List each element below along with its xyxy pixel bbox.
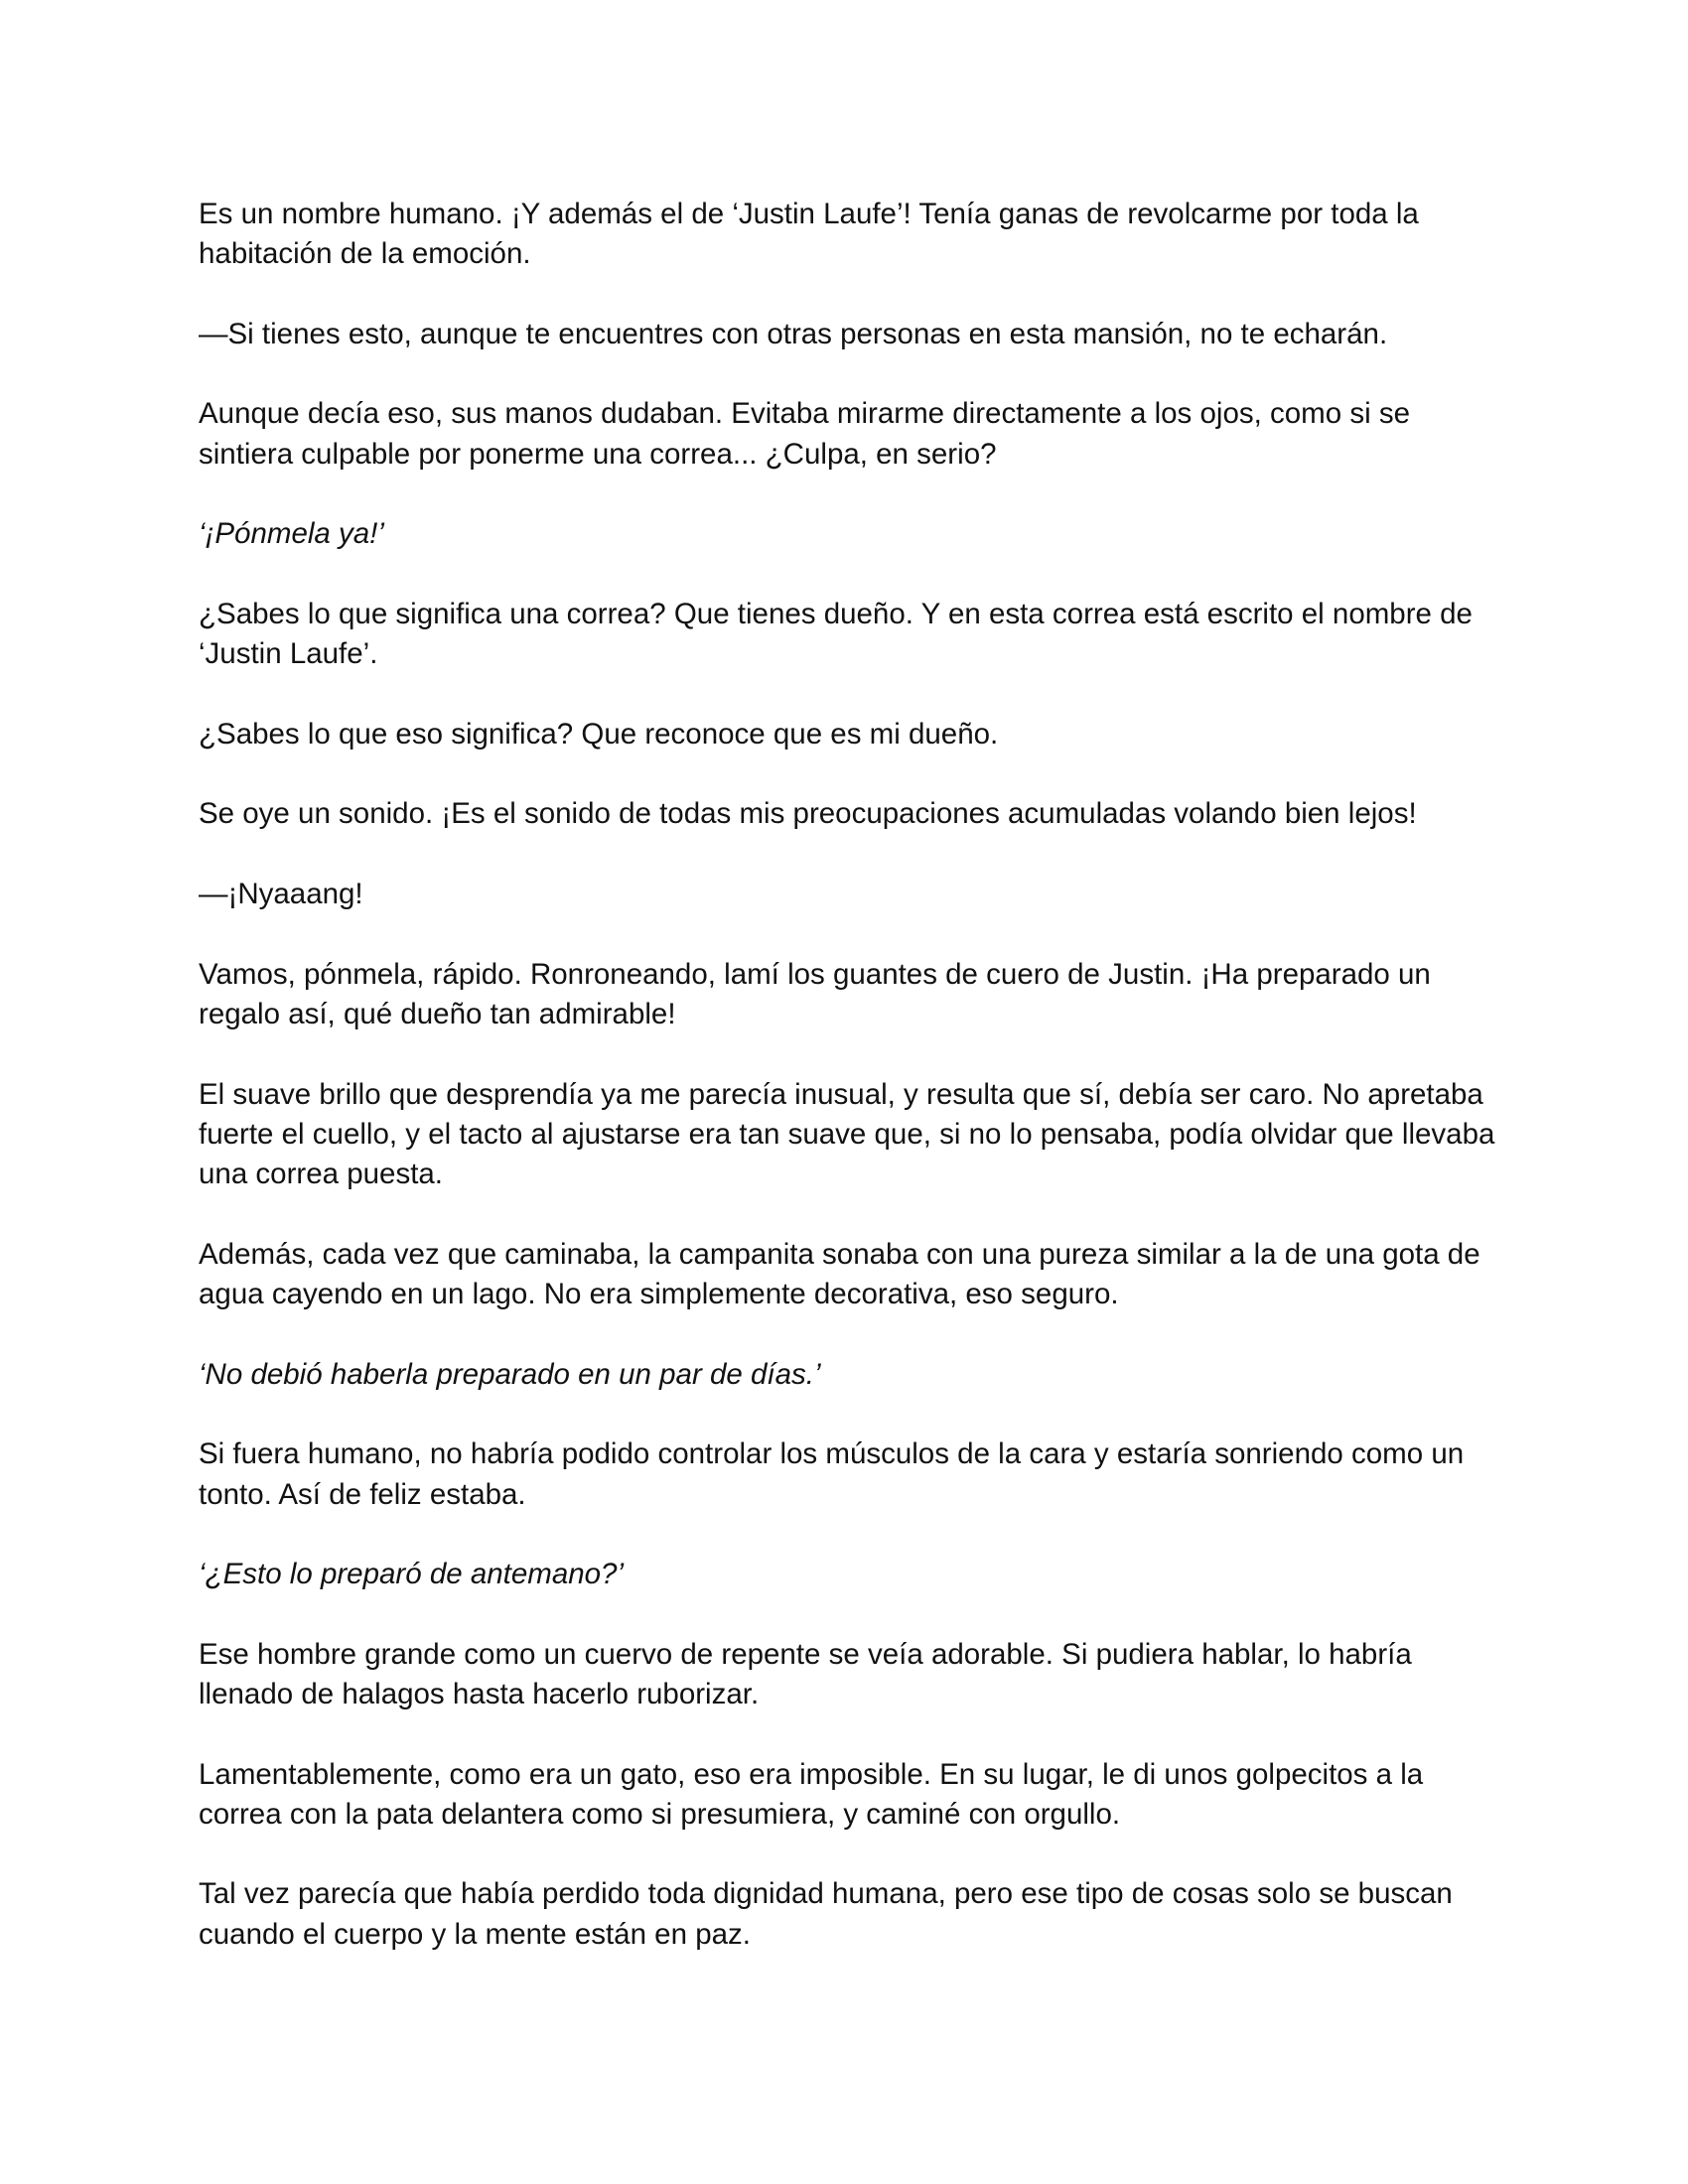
paragraph-2-dialogue: —Si tienes esto, aunque te encuentres con otras personas en esta mansión, no te echarán.	[199, 317, 1388, 350]
paragraph-11: Además, cada vez que caminaba, la campanita sonaba con una pureza similar a la de una gota de agua cayendo en un lago. No era simplemente decorativa, eso seguro.	[199, 1237, 1480, 1311]
paragraph-17: Tal vez parecía que había perdido toda dignidad humana, pero ese tipo de cosas solo se buscan cuando el cuerpo y la mente están en paz.	[199, 1877, 1453, 1951]
paragraph-7: Se oye un sonido. ¡Es el sonido de todas mis preocupaciones acumuladas volando bien lejos!	[199, 797, 1417, 831]
paragraph-4-thought: ‘¡Pónmela ya!’	[199, 517, 384, 551]
paragraph-15: Ese hombre grande como un cuervo de repente se veía adorable. Si pudiera hablar, lo habría llenado de halagos hasta hacerlo ruborizar.	[199, 1637, 1412, 1710]
document-page	[199, 195, 1509, 1994]
paragraph-5: ¿Sabes lo que significa una correa? Que tienes dueño. Y en esta correa está escrito el nombre de ‘Justin Laufe’.	[199, 597, 1473, 671]
paragraph-6: ¿Sabes lo que eso significa? Que reconoce que es mi dueño.	[199, 717, 999, 751]
paragraph-12-thought: ‘No debió haberla preparado en un par de días.’	[199, 1357, 821, 1391]
paragraph-16: Lamentablemente, como era un gato, eso era imposible. En su lugar, le di unos golpecitos a la correa con la pata delantera como si presumiera, y caminé con orgullo.	[199, 1757, 1424, 1831]
paragraph-10: El suave brillo que desprendía ya me parecía inusual, y resulta que sí, debía ser caro. No apretaba fuerte el cuello, y el tacto al ajustarse era tan suave que, si no lo pensaba, podía olvidar que llevaba una correa puesta.	[199, 1077, 1495, 1191]
paragraph-1: Es un nombre humano. ¡Y además el de ‘Justin Laufe’! Tenía ganas de revolcarme por toda la habitación de la emoción.	[199, 198, 1419, 271]
paragraph-8-dialogue: —¡Nyaaang!	[199, 878, 363, 911]
paragraph-13: Si fuera humano, no habría podido controlar los músculos de la cara y estaría sonriendo como un tonto. Así de feliz estaba.	[199, 1437, 1465, 1511]
paragraph-9: Vamos, pónmela, rápido. Ronroneando, lamí los guantes de cuero de Justin. ¡Ha preparado un regalo así, qué dueño tan admirable!	[199, 957, 1431, 1030]
paragraph-14-thought: ‘¿Esto lo preparó de antemano?’	[199, 1558, 625, 1591]
paragraph-3: Aunque decía eso, sus manos dudaban. Evitaba mirarme directamente a los ojos, como si se sintiera culpable por ponerme una correa... ¿Culpa, en serio?	[199, 397, 1410, 471]
